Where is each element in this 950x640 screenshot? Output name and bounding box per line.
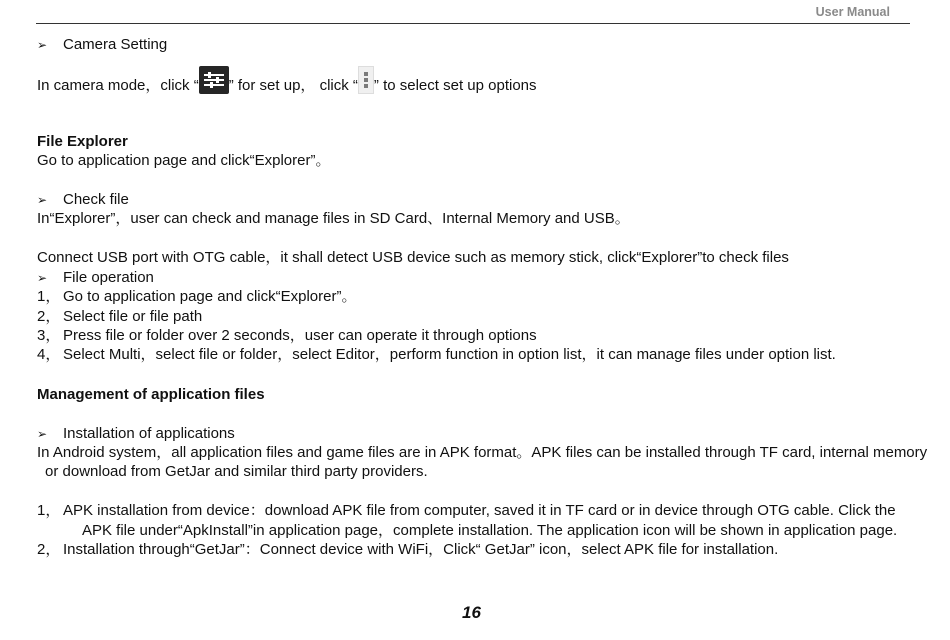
- check-file-text: In“Explorer”，user can check and manage files in SD Card、Internal Memory and USB。: [37, 210, 630, 227]
- installation-text: In Android system，all application files and game files are in APK format。APK files can be installed through TF card, internal memory: [37, 444, 928, 461]
- list-item: 1， APK installation from device：download APK file from computer, saved it in TF card or in device through OTG cable. Click the: [37, 502, 896, 519]
- installation-text-cont: or download from GetJar and similar third party providers.: [45, 463, 428, 480]
- list-item: 3， Press file or folder over 2 seconds，user can operate it through options: [37, 327, 537, 344]
- overflow-menu-icon: [358, 66, 374, 94]
- list-item: 1， Go to application page and click“Explorer”。: [37, 288, 357, 305]
- settings-sliders-icon: [199, 66, 229, 94]
- bullet-arrow-icon: ➢: [37, 427, 48, 441]
- header-title: User Manual: [815, 5, 890, 19]
- bullet-arrow-icon: ➢: [37, 38, 48, 52]
- page-number: 16: [462, 603, 481, 622]
- installation-heading: ➢ Installation of applications: [37, 425, 235, 442]
- list-item: 2， Select file or file path: [37, 308, 203, 325]
- list-item: 2， Installation through“GetJar”：Connect device with WiFi，Click“ GetJar” icon，select APK file for installation.: [37, 541, 779, 558]
- file-operation-heading: ➢ File operation: [37, 269, 154, 286]
- check-file-heading: ➢ Check file: [37, 191, 129, 208]
- bullet-arrow-icon: ➢: [37, 271, 48, 285]
- camera-setting-text: In camera mode，click “ ” for set up， click “ ” to select set up options: [37, 72, 537, 100]
- list-item: 4， Select Multi，select file or folder，select Editor，perform function in option list，it can manage files under option list.: [37, 346, 836, 363]
- usb-text: Connect USB port with OTG cable，it shall detect USB device such as memory stick, click“Explorer”to check files: [37, 249, 789, 266]
- file-explorer-title: File Explorer: [37, 133, 128, 150]
- bullet-arrow-icon: ➢: [37, 193, 48, 207]
- app-management-title: Management of application files: [37, 386, 265, 403]
- camera-setting-heading: ➢ Camera Setting: [37, 36, 168, 53]
- file-explorer-intro: Go to application page and click“Explorer”。: [37, 152, 331, 169]
- header-rule: [36, 23, 910, 24]
- list-item-cont: APK file under“ApkInstall”in application page，complete installation. The application icon will be shown in application page.: [82, 522, 898, 539]
